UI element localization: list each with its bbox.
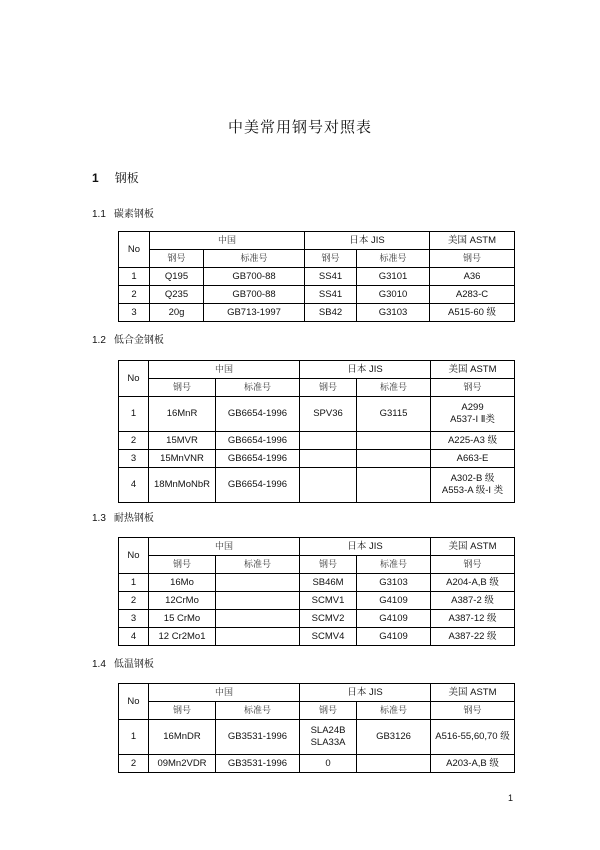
carbon-steel-table xyxy=(118,231,515,322)
subsection-label: 低温钢板 xyxy=(113,659,154,670)
cell-astm-line-1: A299 xyxy=(461,402,484,413)
header-china: 中国 xyxy=(149,684,300,702)
header-cn-grade: 钢号 xyxy=(149,556,216,574)
table-row xyxy=(119,592,515,610)
cell-cn-standard: GB6654-1996 xyxy=(216,450,300,468)
cell-cn-grade: 15 CrMo xyxy=(149,610,216,628)
cell-astm xyxy=(431,468,515,503)
header-japan: 日本 JIS xyxy=(300,361,431,379)
cell-jis-standard: G3103 xyxy=(357,574,431,592)
cell-cn-grade: 15MVR xyxy=(149,432,216,450)
header-cn-standard: 标准号 xyxy=(216,556,300,574)
cell-cn-grade: 20g xyxy=(150,304,204,322)
cell-no: 2 xyxy=(119,286,150,304)
cell-no: 4 xyxy=(119,468,149,503)
cell-astm: A203-A,B 级 xyxy=(431,755,515,773)
header-jis-grade: 钢号 xyxy=(300,379,357,397)
cell-jis-grade xyxy=(300,450,357,468)
cell-no: 3 xyxy=(119,610,149,628)
cell-cn-grade: 18MnMoNbR xyxy=(149,468,216,503)
header-jis-standard: 标准号 xyxy=(357,556,431,574)
cell-jis-standard: G3103 xyxy=(357,304,430,322)
cell-no: 1 xyxy=(119,574,149,592)
cell-astm: A36 xyxy=(430,268,515,286)
cell-no: 2 xyxy=(119,592,149,610)
page-number: 1 xyxy=(508,793,514,803)
cell-jis-standard xyxy=(357,450,431,468)
header-usa: 美国 ASTM xyxy=(430,232,515,250)
table-row xyxy=(119,304,515,322)
header-jis-standard: 标准号 xyxy=(357,250,430,268)
heat-resistant-steel-table xyxy=(118,537,515,646)
subsection-label: 碳素钢板 xyxy=(113,209,154,220)
section-heading xyxy=(92,169,139,186)
cell-jis-grade: SCMV1 xyxy=(300,592,357,610)
cell-cn-grade: 16Mo xyxy=(149,574,216,592)
cell-astm-line-2: A537-I Ⅱ类 xyxy=(450,414,495,425)
cell-jis-grade: 0 xyxy=(300,755,357,773)
cell-cn-grade: 09Mn2VDR xyxy=(149,755,216,773)
cell-astm: A204-A,B 级 xyxy=(431,574,515,592)
header-cn-grade: 钢号 xyxy=(149,379,216,397)
cell-cn-grade: Q195 xyxy=(150,268,204,286)
header-no: No xyxy=(119,538,149,574)
table-row xyxy=(119,720,515,755)
cell-no: 2 xyxy=(119,432,149,450)
header-usa: 美国 ASTM xyxy=(431,538,515,556)
header-china: 中国 xyxy=(149,538,300,556)
cell-jis-standard: G3010 xyxy=(357,286,430,304)
cell-cn-grade: 12 Cr2Mo1 xyxy=(149,628,216,646)
cell-cn-standard: GB3531-1996 xyxy=(216,720,300,755)
header-china: 中国 xyxy=(150,232,305,250)
subsection-heading-1-4 xyxy=(92,655,154,670)
cell-astm: A515-60 级 xyxy=(430,304,515,322)
subsection-number: 1.2 xyxy=(92,335,106,346)
cell-astm-line-1: A302-B 级 xyxy=(450,473,495,484)
cell-jis-grade-line-1: SLA24B xyxy=(310,725,346,736)
header-china: 中国 xyxy=(149,361,300,379)
table-row xyxy=(119,286,515,304)
cell-cn-standard: GB700-88 xyxy=(204,286,305,304)
subsection-number: 1.1 xyxy=(92,209,106,220)
subsection-number: 1.3 xyxy=(92,513,106,524)
cell-no: 3 xyxy=(119,304,150,322)
header-jis-standard: 标准号 xyxy=(357,379,431,397)
header-no: No xyxy=(119,684,149,720)
table-row xyxy=(119,628,515,646)
cell-cn-standard xyxy=(216,592,300,610)
section-number: 1 xyxy=(92,171,99,185)
table-row xyxy=(119,610,515,628)
cell-jis-grade: SCMV2 xyxy=(300,610,357,628)
header-no: No xyxy=(119,361,149,397)
cell-jis-grade xyxy=(300,432,357,450)
page-title: 中美常用钢号对照表 xyxy=(227,118,372,136)
header-cn-standard: 标准号 xyxy=(204,250,305,268)
cell-jis-grade xyxy=(300,720,357,755)
cell-jis-grade: SPV36 xyxy=(300,397,357,432)
cell-jis-grade-line-2: SLA33A xyxy=(310,737,346,748)
cell-jis-grade: SB42 xyxy=(305,304,357,322)
cell-jis-standard: GB3126 xyxy=(357,720,431,755)
header-jis-grade: 钢号 xyxy=(300,702,357,720)
table-row xyxy=(119,468,515,503)
header-jis-grade: 钢号 xyxy=(300,556,357,574)
cell-jis-standard xyxy=(357,755,431,773)
subsection-heading-1-1 xyxy=(92,205,154,220)
cell-jis-standard xyxy=(357,468,431,503)
cell-cn-grade: Q235 xyxy=(150,286,204,304)
cell-jis-standard: G4109 xyxy=(357,610,431,628)
subsection-label: 耐热钢板 xyxy=(113,513,154,524)
subsection-number: 1.4 xyxy=(92,659,106,670)
cell-cn-standard: GB700-88 xyxy=(204,268,305,286)
table-row xyxy=(119,432,515,450)
cell-cn-grade: 12CrMo xyxy=(149,592,216,610)
table-row xyxy=(119,450,515,468)
header-cn-grade: 钢号 xyxy=(150,250,204,268)
cell-cn-grade: 15MnVNR xyxy=(149,450,216,468)
subsection-heading-1-2 xyxy=(92,331,164,346)
cell-cn-grade: 16MnR xyxy=(149,397,216,432)
cell-jis-grade: SB46M xyxy=(300,574,357,592)
header-cn-standard: 标准号 xyxy=(216,379,300,397)
cell-astm: A283-C xyxy=(430,286,515,304)
cell-astm: A663-E xyxy=(431,450,515,468)
cell-cn-standard: GB3531-1996 xyxy=(216,755,300,773)
header-jis-standard: 标准号 xyxy=(357,702,431,720)
subsection-heading-1-3 xyxy=(92,509,154,524)
cell-jis-standard: G4109 xyxy=(357,592,431,610)
header-astm-grade: 钢号 xyxy=(431,556,515,574)
header-cn-grade: 钢号 xyxy=(149,702,216,720)
section-label: 钢板 xyxy=(114,171,139,185)
cell-cn-standard: GB713-1997 xyxy=(204,304,305,322)
low-temperature-steel-table xyxy=(118,683,515,773)
cell-no: 2 xyxy=(119,755,149,773)
cell-jis-grade: SCMV4 xyxy=(300,628,357,646)
low-alloy-steel-table xyxy=(118,360,515,503)
cell-astm: A387-2 级 xyxy=(431,592,515,610)
cell-jis-standard: G4109 xyxy=(357,628,431,646)
header-astm-grade: 钢号 xyxy=(430,250,515,268)
cell-jis-standard xyxy=(357,432,431,450)
header-astm-grade: 钢号 xyxy=(431,379,515,397)
header-astm-grade: 钢号 xyxy=(431,702,515,720)
cell-astm xyxy=(431,397,515,432)
cell-jis-grade: SS41 xyxy=(305,268,357,286)
cell-jis-standard: G3101 xyxy=(357,268,430,286)
cell-jis-standard: G3115 xyxy=(357,397,431,432)
cell-jis-grade xyxy=(300,468,357,503)
cell-cn-standard: GB6654-1996 xyxy=(216,397,300,432)
header-japan: 日本 JIS xyxy=(300,684,431,702)
cell-astm: A387-12 级 xyxy=(431,610,515,628)
cell-cn-standard: GB6654-1996 xyxy=(216,468,300,503)
cell-no: 4 xyxy=(119,628,149,646)
header-no: No xyxy=(119,232,150,268)
cell-jis-grade: SS41 xyxy=(305,286,357,304)
header-japan: 日本 JIS xyxy=(300,538,431,556)
cell-astm-line-2: A553-A 级-I 类 xyxy=(441,485,504,496)
table-row xyxy=(119,574,515,592)
header-cn-standard: 标准号 xyxy=(216,702,300,720)
subsection-label: 低合金钢板 xyxy=(113,335,164,346)
cell-no: 1 xyxy=(119,268,150,286)
cell-no: 3 xyxy=(119,450,149,468)
table-row xyxy=(119,268,515,286)
cell-cn-standard xyxy=(216,610,300,628)
header-japan: 日本 JIS xyxy=(305,232,430,250)
cell-astm: A387-22 级 xyxy=(431,628,515,646)
cell-cn-standard xyxy=(216,574,300,592)
header-jis-grade: 钢号 xyxy=(305,250,357,268)
cell-no: 1 xyxy=(119,397,149,432)
header-usa: 美国 ASTM xyxy=(431,684,515,702)
cell-cn-standard xyxy=(216,628,300,646)
table-row xyxy=(119,755,515,773)
table-row xyxy=(119,397,515,432)
cell-no: 1 xyxy=(119,720,149,755)
cell-cn-standard: GB6654-1996 xyxy=(216,432,300,450)
cell-cn-grade: 16MnDR xyxy=(149,720,216,755)
cell-astm: A225-A3 级 xyxy=(431,432,515,450)
header-usa: 美国 ASTM xyxy=(431,361,515,379)
cell-astm: A516-55,60,70 级 xyxy=(431,720,515,755)
